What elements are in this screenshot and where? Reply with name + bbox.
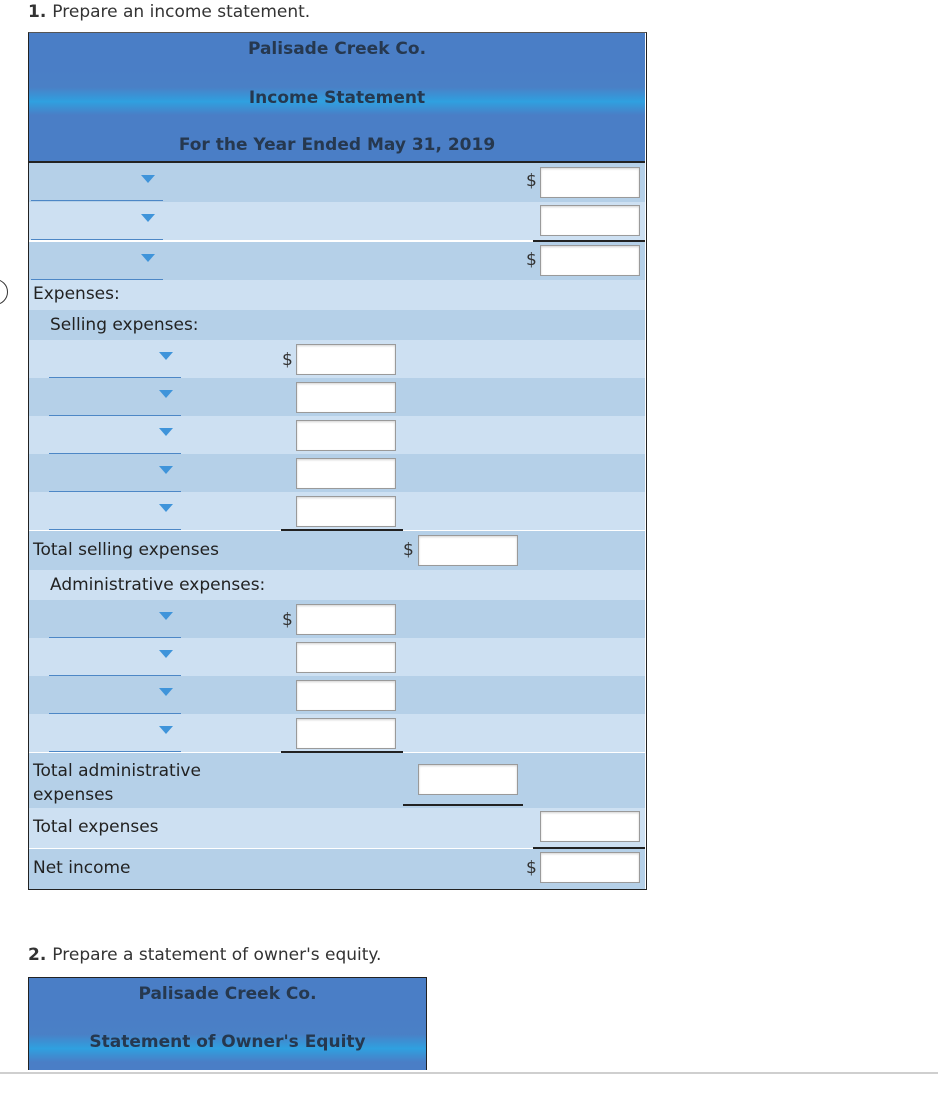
table-row [29, 808, 645, 848]
table-row [29, 242, 645, 280]
chevron-down-icon [159, 612, 173, 620]
table-row [29, 340, 645, 378]
chevron-down-icon [141, 214, 155, 222]
chevron-down-icon [141, 175, 155, 183]
chevron-down-icon [159, 688, 173, 696]
account-dropdown[interactable] [49, 676, 181, 714]
account-dropdown[interactable] [31, 163, 163, 201]
table-row [29, 714, 645, 752]
part2-number: 2. [28, 945, 47, 965]
table-row [29, 378, 645, 416]
dollar-sign: $ [526, 858, 537, 878]
account-dropdown[interactable] [49, 454, 181, 492]
administrative-expenses-label: Administrative expenses: [50, 575, 266, 595]
amount-input[interactable] [296, 458, 396, 489]
table-row [29, 753, 645, 808]
amount-input[interactable] [540, 205, 640, 236]
statement-title: Statement of Owner's Equity [89, 1032, 366, 1052]
expenses-label: Expenses: [33, 284, 120, 304]
account-dropdown[interactable] [49, 340, 181, 378]
dollar-sign: $ [403, 540, 414, 560]
table-row [29, 638, 645, 676]
statement-period: For the Year Ended May 31, 2019 [178, 135, 496, 155]
account-dropdown[interactable] [31, 242, 163, 280]
amount-input[interactable] [296, 604, 396, 635]
part1-number: 1. [28, 2, 47, 22]
amount-input[interactable] [540, 167, 640, 198]
net-income-label: Net income [33, 858, 131, 878]
amount-input[interactable] [296, 718, 396, 749]
statement-title: Income Statement [248, 88, 426, 108]
account-dropdown[interactable] [49, 600, 181, 638]
table-row [29, 849, 645, 889]
table-row [29, 280, 645, 310]
account-dropdown[interactable] [49, 492, 181, 530]
table-row [29, 416, 645, 454]
chevron-down-icon [159, 504, 173, 512]
table-row [29, 600, 645, 638]
total-administrative-expenses-label: Total administrative expenses [33, 761, 201, 805]
part1-instruction: Prepare an income statement. [52, 2, 311, 22]
table-row [29, 163, 645, 202]
subtotal-rule [403, 804, 523, 806]
total-expenses-label: Total expenses [33, 817, 159, 837]
chevron-down-icon [159, 352, 173, 360]
table-row [29, 454, 645, 492]
amount-input[interactable] [296, 420, 396, 451]
amount-input[interactable] [296, 382, 396, 413]
account-dropdown[interactable] [49, 378, 181, 416]
income-statement-header [29, 33, 645, 163]
amount-input[interactable] [296, 344, 396, 375]
table-row [29, 202, 645, 240]
total-selling-expenses-label: Total selling expenses [33, 540, 219, 560]
amount-input[interactable] [540, 852, 640, 883]
part1-heading [28, 2, 310, 22]
amount-input[interactable] [418, 535, 518, 566]
amount-input[interactable] [296, 642, 396, 673]
table-row [29, 570, 645, 600]
part2-heading [28, 945, 381, 965]
amount-input[interactable] [296, 680, 396, 711]
table-row [29, 310, 645, 340]
company-name: Palisade Creek Co. [247, 39, 427, 59]
dollar-sign: $ [282, 350, 293, 370]
dollar-sign: $ [282, 610, 293, 630]
account-dropdown[interactable] [31, 202, 163, 240]
chevron-down-icon [159, 390, 173, 398]
account-dropdown[interactable] [49, 714, 181, 752]
owners-equity-header [28, 977, 427, 1070]
account-dropdown[interactable] [49, 416, 181, 454]
table-row [29, 492, 645, 530]
chevron-down-icon [141, 254, 155, 262]
part2-instruction: Prepare a statement of owner's equity. [52, 945, 382, 965]
page-divider [0, 1072, 938, 1074]
table-row [29, 531, 645, 570]
dollar-sign: $ [526, 250, 537, 270]
chevron-down-icon [159, 726, 173, 734]
row-marker-icon [0, 279, 8, 305]
amount-input[interactable] [296, 496, 396, 527]
table-row [29, 676, 645, 714]
selling-expenses-label: Selling expenses: [50, 315, 199, 335]
company-name: Palisade Creek Co. [138, 984, 317, 1004]
chevron-down-icon [159, 428, 173, 436]
amount-input[interactable] [418, 764, 518, 795]
amount-input[interactable] [540, 811, 640, 842]
amount-input[interactable] [540, 245, 640, 276]
dollar-sign: $ [526, 171, 537, 191]
account-dropdown[interactable] [49, 638, 181, 676]
income-statement-table [28, 32, 647, 890]
chevron-down-icon [159, 650, 173, 658]
chevron-down-icon [159, 466, 173, 474]
